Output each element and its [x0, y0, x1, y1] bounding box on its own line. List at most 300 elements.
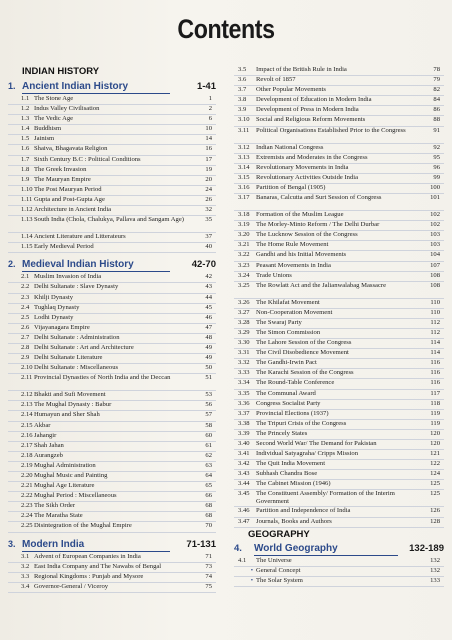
entry-number: 3.20 [238, 231, 250, 239]
entry-title: Tughlaq Dynasty [34, 303, 80, 311]
chapter-page-range: 42-70 [191, 259, 216, 271]
entry-title: Individual Satyagraha/ Cripps Mission [256, 450, 359, 458]
entry-title: The Khilafat Movement [256, 298, 320, 306]
toc-entry [234, 359, 444, 369]
entry-number: 3.36 [238, 399, 250, 407]
entry-title: Indian National Congress [256, 143, 324, 151]
entry-title: Indus Valley Civilisation [34, 105, 100, 113]
toc-entry [234, 272, 444, 282]
toc-entry [8, 166, 216, 176]
toc-entry [234, 144, 444, 154]
entry-title: The Lucknow Session of the Congress [256, 231, 358, 239]
toc-entry [8, 206, 216, 216]
entry-number: 3.35 [238, 389, 250, 397]
entry-title: Delhi Sultanate : Administration [34, 333, 120, 341]
entry-page: 110 [430, 308, 440, 316]
entry-page: 108 [430, 281, 440, 289]
entry-number: 3.45 [238, 490, 250, 498]
entry-title: The Mughal Dynasty : Babur [34, 401, 112, 409]
entry-title: Development of Education in Modern India [256, 96, 372, 104]
entry-title: Mughal Music and Painting [34, 472, 108, 479]
entry-title: Revolt of 1857 [256, 76, 296, 84]
entry-page: 44 [205, 293, 212, 301]
entry-title: Governor-General / Viceroy [34, 582, 109, 590]
entry-title: Gupta and Post-Gupta Age [34, 195, 105, 203]
toc-entry [8, 364, 216, 374]
entry-page: 19 [205, 165, 212, 173]
entry-number: 2.2 [21, 283, 30, 291]
entry-page: 20 [205, 175, 212, 183]
chapter-heading [8, 80, 216, 94]
toc-entry [8, 95, 216, 105]
right-chapter-list [234, 543, 444, 587]
toc-entry [8, 563, 216, 573]
entry-number: 2.4 [21, 303, 30, 311]
toc-entry [8, 156, 216, 166]
entry-title: Provincial Elections (1937) [256, 409, 329, 417]
entry-title: The Round-Table Conference [256, 379, 335, 387]
entry-page: 108 [430, 271, 440, 279]
entry-number: 1.3 [21, 115, 30, 123]
chapter-heading [8, 258, 216, 272]
entry-title: The Communal Award [256, 389, 316, 397]
entry-title: Ancient Literature and Litterateurs [34, 233, 126, 241]
entry-page: 63 [205, 461, 212, 469]
entry-number: 3.39 [238, 429, 250, 437]
entry-number: 2.3 [21, 293, 30, 301]
entry-page: 64 [205, 472, 212, 479]
entry-title: Political Organisations Established Prior to the Congress [256, 126, 406, 134]
entry-number: 1.15 [21, 243, 33, 251]
entry-title: Sixth Century B.C : Political Conditions [34, 155, 141, 163]
entry-title: The Civil Disobedience Movement [256, 349, 349, 357]
entry-number: 3.2 [21, 562, 30, 570]
entry-page: 1 [208, 95, 212, 102]
entry-page: 78 [433, 66, 440, 73]
entry-page: 66 [205, 492, 212, 500]
entry-number: 3.25 [238, 281, 250, 289]
entry-number: 3.3 [21, 572, 30, 580]
entry-number: 2.21 [21, 482, 33, 490]
entry-number: 2.14 [21, 411, 33, 419]
entry-page: 126 [430, 507, 440, 515]
toc-entry [8, 573, 216, 583]
toc-entry [8, 354, 216, 364]
entry-page: 102 [430, 211, 440, 219]
toc-entry [8, 472, 216, 482]
entry-number: 2.19 [21, 461, 33, 469]
entry-number: 3.31 [238, 349, 250, 357]
left-chapter-list [8, 80, 216, 593]
entry-title: The Vedic Age [34, 115, 74, 123]
entry-page: 68 [205, 502, 212, 510]
entry-number: 3.34 [238, 379, 250, 387]
left-column [8, 66, 216, 593]
entry-number: 3.46 [238, 507, 250, 515]
entry-page: 58 [205, 421, 212, 429]
entry-page: 104 [430, 251, 440, 259]
entry-page: 14 [205, 135, 212, 143]
entry-title: Peasant Movements in India [256, 261, 331, 269]
toc-entry [8, 186, 216, 196]
toc-entry [234, 507, 444, 517]
entry-title: Non-Cooperation Movement [256, 308, 333, 316]
entry-title: General Concept [256, 566, 301, 574]
entry-page: 116 [430, 359, 440, 367]
entry-page: 61 [205, 441, 212, 449]
entry-number: 1.14 [21, 233, 33, 241]
entry-page: 101 [430, 194, 440, 202]
toc-entry [234, 339, 444, 349]
entry-page: 70 [205, 522, 212, 530]
entry-page: 96 [433, 163, 440, 171]
entry-number: 3.18 [238, 211, 250, 219]
entry-title: Shaiva, Bhagavata Religion [34, 145, 108, 153]
entry-title: The Post Mauryan Period [34, 185, 102, 193]
entry-number: 3.16 [238, 183, 250, 191]
entry-title: The Mauryan Empire [34, 175, 91, 183]
toc-entry [234, 116, 444, 126]
chapter-number: 4. [234, 542, 242, 554]
entry-page: 91 [433, 126, 440, 134]
entry-number: 3.10 [238, 116, 250, 124]
chapter-page-range: 132-189 [409, 542, 444, 554]
entry-page: 99 [433, 173, 440, 181]
entry-number: 3.12 [238, 143, 250, 151]
entry-page: 112 [430, 328, 440, 336]
toc-entry [8, 401, 216, 411]
entry-number: 3.13 [238, 153, 250, 161]
entry-number: 3.44 [238, 480, 250, 488]
entry-title: Mughal Period : Miscellaneous [34, 492, 117, 500]
entry-title: Social and Religious Reform Movements [256, 116, 366, 124]
entry-page: 122 [430, 460, 440, 468]
entry-page: 47 [205, 323, 212, 331]
entry-title: The Swaraj Party [256, 318, 302, 326]
entry-page: 128 [430, 517, 440, 525]
toc-entry [8, 502, 216, 512]
entry-number: 3.27 [238, 308, 250, 316]
toc-entry [8, 334, 216, 344]
entry-title: Architecture in Ancient India [34, 206, 112, 214]
entry-page: 82 [433, 86, 440, 94]
entry-number: 2.8 [21, 343, 30, 351]
entry-number: 3.33 [238, 369, 250, 377]
entry-title: The Quit India Movement [256, 460, 326, 468]
entry-page: 116 [430, 379, 440, 387]
toc-entry [8, 283, 216, 293]
entry-page: 6 [208, 115, 212, 123]
toc-entry [234, 231, 444, 241]
entry-title: Partition of Bengal (1905) [256, 183, 326, 191]
toc-entry [8, 522, 216, 532]
toc-entry [234, 460, 444, 470]
toc-entry [234, 86, 444, 96]
toc-entry [8, 145, 216, 155]
toc-entry [8, 273, 216, 283]
entry-page: 50 [205, 364, 212, 372]
entry-page: 125 [430, 490, 440, 498]
entry-title: Advent of European Companies in India [34, 552, 141, 560]
entry-title: Other Popular Movements [256, 86, 326, 94]
entry-number: 2.13 [21, 401, 33, 409]
entry-page: 114 [430, 349, 440, 357]
section-heading-history: INDIAN HISTORY [22, 66, 100, 77]
toc-entry [234, 430, 444, 440]
entry-page: 74 [205, 572, 212, 580]
entry-title: The Morley-Minto Reform / The Delhi Durbar [256, 221, 380, 229]
chapter-title: Medieval Indian History [22, 259, 170, 272]
toc-entry [234, 184, 444, 194]
entry-number: 2.22 [21, 492, 33, 500]
entry-title: Formation of the Muslim League [256, 211, 344, 219]
toc-entry [8, 583, 216, 593]
entry-page: 116 [430, 369, 440, 377]
toc-entry [234, 349, 444, 359]
toc-entry [8, 135, 216, 145]
entry-page: 68 [205, 512, 212, 520]
entry-number: 3.7 [238, 86, 247, 94]
entry-title: Vijayanagara Empire [34, 323, 90, 331]
entry-number: 1.13 [21, 216, 33, 224]
entry-number: 3.15 [238, 173, 250, 181]
toc-entry [234, 194, 444, 211]
toc-entry [234, 567, 444, 577]
entry-number: 2.6 [21, 323, 30, 331]
chapter-heading [234, 543, 444, 556]
entry-page: 32 [205, 206, 212, 214]
entry-number: 1.4 [21, 125, 30, 133]
entry-page: 120 [430, 429, 440, 437]
entry-page: 60 [205, 431, 212, 439]
entry-number: 3.26 [238, 298, 250, 306]
toc-entry [8, 374, 216, 391]
toc-entry [234, 127, 444, 144]
entry-title: Journals, Books and Authors [256, 517, 332, 525]
toc-entry [8, 243, 216, 253]
right-entry-list [234, 66, 444, 528]
entry-title: The Stone Age [34, 95, 74, 102]
toc-entry [8, 196, 216, 206]
entry-page: 86 [433, 106, 440, 114]
toc-entry [8, 314, 216, 324]
entry-page: 24 [205, 185, 212, 193]
chapter-title: World Geography [254, 543, 398, 556]
entry-page: 120 [430, 440, 440, 447]
chapter-gap [8, 253, 216, 256]
entry-title: Lodhi Dynasty [34, 313, 74, 321]
entry-title: Second World War/ The Demand for Pakistan [256, 440, 377, 447]
entry-page: 10 [205, 125, 212, 133]
toc-entry [8, 422, 216, 432]
entry-page: 37 [205, 233, 212, 241]
entry-title: The Solar System [256, 576, 303, 584]
entry-title: Jainism [34, 135, 55, 143]
entry-number: 3.32 [238, 359, 250, 367]
entry-page: 16 [205, 145, 212, 153]
entry-title: Early Medieval Period [34, 243, 94, 251]
entry-title: Trade Unions [256, 271, 292, 279]
entry-page: 103 [430, 231, 440, 239]
bullet-icon: • [250, 566, 253, 574]
toc-entry [234, 390, 444, 400]
entry-page: 88 [433, 116, 440, 124]
entry-number: 2.11 [21, 374, 33, 382]
entry-number: 2.16 [21, 431, 33, 439]
entry-page: 125 [430, 480, 440, 488]
toc-entry [234, 96, 444, 106]
entry-page: 100 [430, 183, 440, 191]
toc-entry [234, 400, 444, 410]
entry-page: 84 [433, 96, 440, 104]
entry-title: The Universe [256, 556, 292, 564]
entry-title: Gandhi and his Initial Movements [256, 251, 347, 259]
entry-page: 46 [205, 313, 212, 321]
toc-entry [234, 251, 444, 261]
entry-page: 56 [205, 401, 212, 409]
entry-number: 3.17 [238, 194, 250, 202]
toc-entry [8, 553, 216, 563]
entry-number: 3.4 [21, 582, 30, 590]
right-column [234, 66, 444, 587]
entry-title: The Greek Invasion [34, 165, 87, 173]
entry-title: The Constituent Assembly/ Formation of the Interim Government [256, 490, 395, 506]
entry-number: 1.1 [21, 95, 30, 102]
toc-entry [234, 329, 444, 339]
toc-entry [234, 470, 444, 480]
chapter-heading [8, 538, 216, 552]
toc-entry [234, 319, 444, 329]
toc-entry [234, 164, 444, 174]
entry-title: Partition and Independence of India [256, 507, 351, 515]
toc-entry [234, 518, 444, 528]
entry-title: Delhi Sultanate : Slave Dynasty [34, 283, 119, 291]
entry-number: 2.7 [21, 333, 30, 341]
toc-entry [234, 577, 444, 587]
entry-number: 3.43 [238, 470, 250, 478]
entry-number: 1.2 [21, 105, 30, 113]
entry-number: 3.40 [238, 440, 250, 447]
entry-number: 2.12 [21, 391, 33, 399]
entry-title: Banaras, Calcutta and Surt Session of Congress [256, 194, 382, 202]
entry-page: 110 [430, 298, 440, 306]
entry-page: 112 [430, 318, 440, 326]
entry-number: 3.14 [238, 163, 250, 171]
entry-number: 2.18 [21, 451, 33, 459]
chapter-number: 2. [8, 259, 16, 270]
entry-title: The Simon Commission [256, 328, 321, 336]
entry-number: 1.12 [21, 206, 33, 214]
toc-entry [234, 106, 444, 116]
toc-entry [8, 216, 216, 233]
entry-title: Revolutionary Activities Outside India [256, 173, 359, 181]
entry-number: 3.28 [238, 318, 250, 326]
entry-title: The Rowlatt Act and the Jalianwalabag Massacre [256, 281, 386, 289]
entry-number: 3.1 [21, 552, 30, 560]
toc-entry [234, 262, 444, 272]
chapter-gap [8, 533, 216, 536]
toc-entry [234, 174, 444, 184]
entry-page: 119 [430, 419, 440, 427]
entry-page: 121 [430, 450, 440, 458]
toc-entry [8, 462, 216, 472]
toc-entry [8, 391, 216, 401]
entry-number: 3.47 [238, 517, 250, 525]
entry-page: 26 [205, 195, 212, 203]
entry-number: 1.9 [21, 175, 30, 183]
entry-page: 53 [205, 391, 212, 399]
entry-title: Provincial Dynasties of North India and the Deccan [34, 374, 171, 382]
entry-number: 3.41 [238, 450, 250, 458]
toc-entry [8, 432, 216, 442]
toc-entry [234, 241, 444, 251]
entry-title: Delhi Sultanate : Miscellaneous [34, 364, 119, 372]
entry-title: Revolutionary Movements in India [256, 163, 349, 171]
toc-entry [8, 482, 216, 492]
entry-number: 2.20 [21, 472, 33, 479]
toc-entry [234, 440, 444, 450]
entry-page: 49 [205, 343, 212, 351]
toc-entry [234, 480, 444, 490]
chapter-page-range: 1-41 [196, 81, 216, 92]
entry-title: The Lahore Session of the Congress [256, 339, 352, 347]
entry-number: 3.23 [238, 261, 250, 269]
entry-number: 1.6 [21, 145, 30, 153]
entry-page: 73 [205, 562, 212, 570]
entry-page: 51 [205, 374, 212, 382]
entry-number: 2.5 [21, 313, 30, 321]
entry-page: 57 [205, 411, 212, 419]
toc-entry [234, 410, 444, 420]
toc-entry [234, 299, 444, 309]
toc-entry [8, 304, 216, 314]
entry-page: 45 [205, 303, 212, 311]
entry-number: 2.24 [21, 512, 33, 520]
entry-title: East India Company and The Nawabs of Bengal [34, 562, 162, 570]
entry-page: 133 [430, 576, 440, 584]
toc-entry [234, 282, 444, 299]
entry-title: Muslim Invasion of India [34, 273, 102, 281]
entry-number: 2.25 [21, 522, 33, 530]
entry-page: 79 [433, 76, 440, 84]
entry-page: 35 [205, 216, 212, 224]
entry-title: The Gandhi-Irwin Pact [256, 359, 317, 367]
page-title: Contents [177, 14, 275, 44]
entry-title: Subhash Chandra Bose [256, 470, 318, 478]
entry-page: 103 [430, 241, 440, 249]
toc-entry [8, 125, 216, 135]
toc-entry [234, 557, 444, 567]
entry-title: Shah Jahan [34, 441, 64, 449]
toc-entry [8, 105, 216, 115]
toc-entry [234, 66, 444, 76]
section-heading-geography: GEOGRAPHY [248, 528, 310, 540]
chapter-title: Modern India [22, 539, 170, 552]
entry-number: 3.38 [238, 419, 250, 427]
entry-title: The Sikh Order [34, 502, 76, 510]
toc-entry [8, 233, 216, 243]
entry-number: 3.37 [238, 409, 250, 417]
entry-page: 62 [205, 451, 212, 459]
entry-title: Extremists and Moderates in the Congress [256, 153, 368, 161]
chapter-number: 3. [8, 538, 16, 549]
entry-title: Humayun and Sher Shah [34, 411, 100, 419]
entry-number: 1.10 [21, 185, 33, 193]
entry-number: 3.5 [238, 66, 247, 73]
entry-page: 48 [205, 333, 212, 341]
toc-entry [234, 211, 444, 221]
toc-entry [234, 154, 444, 164]
